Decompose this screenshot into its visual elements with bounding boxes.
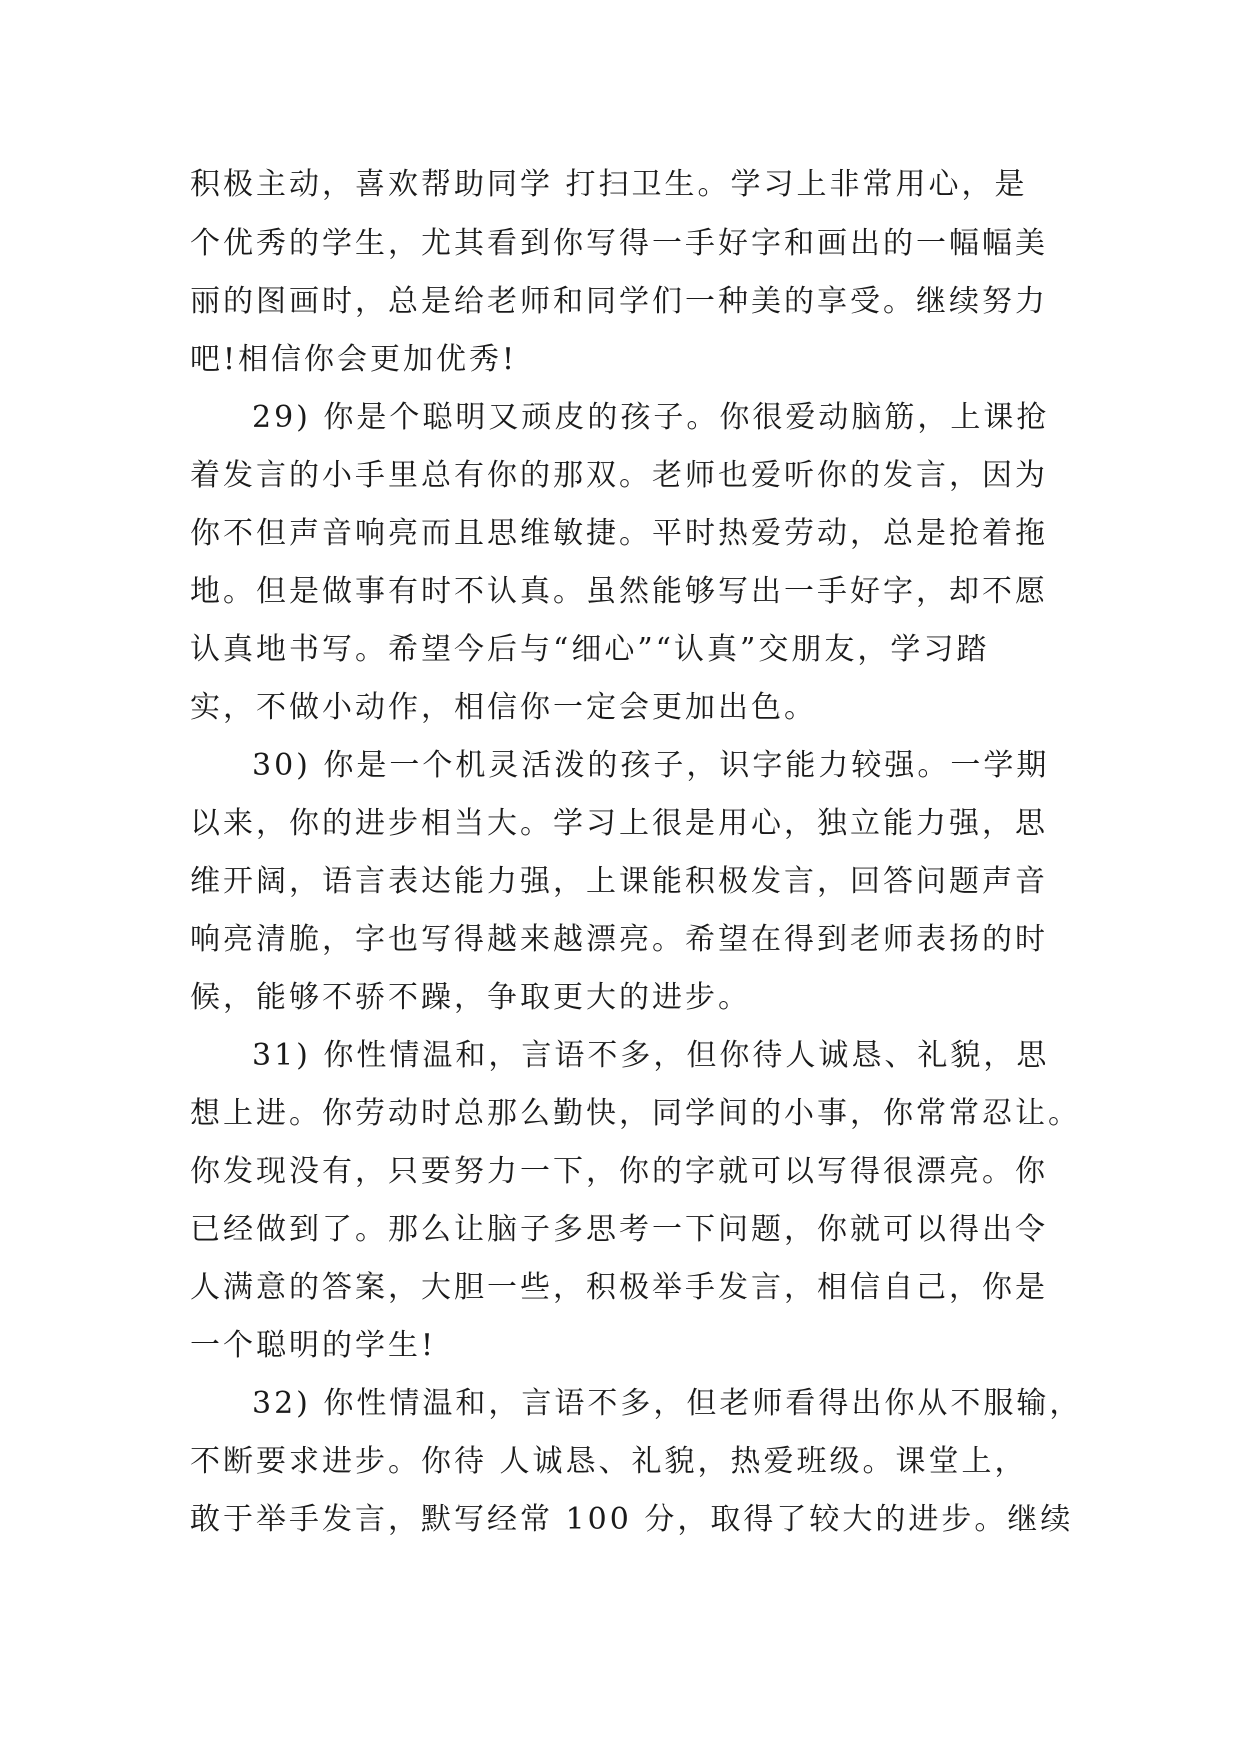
text-line: 不断要求进步。你待 人诚恳、礼貌，热爱班级。课堂上， (190, 1444, 1028, 1479)
paragraph-29-first-line: 29) 你是个聪明又顽皮的孩子。你很爱动脑筋，上课抢 (252, 400, 1050, 435)
text-line: 吧!相信你会更加优秀! (190, 342, 518, 377)
text-line: 着发言的小手里总有你的那双。老师也爱听你的发言，因为 (190, 458, 1048, 493)
text-line: 候，能够不骄不躁，争取更大的进步。 (190, 980, 751, 1015)
text-line: 实，不做小动作，相信你一定会更加出色。 (190, 690, 817, 725)
text-line: 地。但是做事有时不认真。虽然能够写出一手好字，却不愿 (190, 574, 1048, 609)
text-line: 认真地书写。希望今后与“细心”“认真”交朋友，学习踏 (190, 632, 990, 667)
text-line: 个优秀的学生，尤其看到你写得一手好字和画出的一幅幅美 (190, 226, 1048, 261)
text-line: 以来，你的进步相当大。学习上很是用心，独立能力强，思 (190, 806, 1048, 841)
text-line: 你发现没有，只要努力一下，你的字就可以写得很漂亮。你 (190, 1154, 1048, 1189)
text-line: 已经做到了。那么让脑子多思考一下问题，你就可以得出令 (190, 1212, 1048, 1247)
text-line: 一个聪明的学生! (190, 1328, 437, 1363)
text-line: 人满意的答案，大胆一些，积极举手发言，相信自己，你是 (190, 1270, 1048, 1305)
paragraph-30-first-line: 30) 你是一个机灵活泼的孩子，识字能力较强。一学期 (252, 748, 1050, 783)
text-line: 积极主动，喜欢帮助同学 打扫卫生。学习上非常用心，是 (190, 167, 1028, 202)
text-line: 你不但声音响亮而且思维敏捷。平时热爱劳动，总是抢着拖 (190, 516, 1048, 551)
text-line: 想上进。你劳动时总那么勤快，同学间的小事，你常常忍让。 (190, 1096, 1081, 1131)
paragraph-32-first-line: 32) 你性情温和，言语不多，但老师看得出你从不服输， (252, 1386, 1083, 1421)
text-line: 维开阔，语言表达能力强，上课能积极发言，回答问题声音 (190, 864, 1048, 899)
paragraph-31-first-line: 31) 你性情温和，言语不多，但你待人诚恳、礼貌，思 (252, 1038, 1050, 1073)
text-line: 响亮清脆，字也写得越来越漂亮。希望在得到老师表扬的时 (190, 922, 1048, 957)
text-line: 丽的图画时，总是给老师和同学们一种美的享受。继续努力 (190, 284, 1048, 319)
text-line: 敢于举手发言，默写经常 100 分，取得了较大的进步。继续 (190, 1502, 1074, 1537)
